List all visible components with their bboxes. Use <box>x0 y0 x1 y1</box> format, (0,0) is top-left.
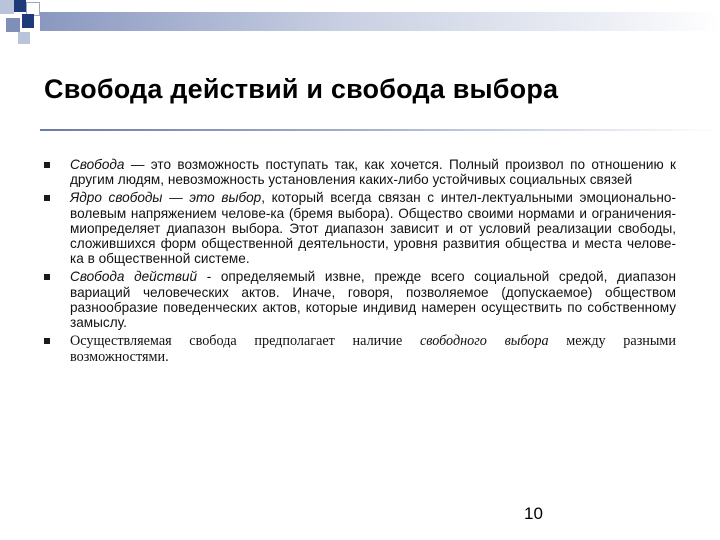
header-gradient-bar <box>40 12 720 31</box>
square-bullet-icon <box>44 338 50 344</box>
bullet-body-end: между разными возможностями. <box>70 333 676 366</box>
term-emphasis: свободного выбора <box>419 333 549 350</box>
decor-square <box>22 14 34 28</box>
bullet-text <box>70 333 676 365</box>
bullet-body-start: Осуществляемая свобода предполагает наличие <box>70 333 420 350</box>
square-bullet-icon <box>44 195 50 201</box>
decor-square <box>18 32 30 44</box>
term-emphasis: Свобода действий <box>70 269 198 285</box>
list-item <box>40 269 676 330</box>
list-item <box>40 190 676 266</box>
bullet-list <box>40 157 676 368</box>
term-emphasis: Ядро свободы — это выбор <box>70 190 262 206</box>
page-number: 10 <box>524 504 543 523</box>
decor-square <box>6 18 20 32</box>
list-item <box>40 333 676 365</box>
bullet-body: , который всегда связан с интел-лектуальными эмоционально-волевым напряжением челове-ка (бремя выбора). Общество своими нормами и ограничения-миопределяет диапазон выбора. Этот диапазон зависит и от условий реализации свободы, сложившихся форм общественной деятельности, уровня развития общества и места челове-ка в общественной системе. <box>70 190 676 267</box>
slide-title: Свобода действий и свобода выбора <box>44 74 559 104</box>
title-underline <box>40 129 720 131</box>
bullet-body: - определяемый извне, прежде всего социальной средой, диапазон вариаций человеческих актов. Иначе, говоря, позволяемое (допускаемое) обществом разнообразие поведенческих актов, которые индивид намерен осуществить по собственному замыслу. <box>70 269 676 331</box>
term-emphasis: Свобода <box>70 157 125 172</box>
square-bullet-icon <box>44 274 50 280</box>
bullet-text <box>70 157 676 187</box>
square-bullet-icon <box>44 162 50 168</box>
bullet-text <box>70 269 676 330</box>
bullet-text <box>70 190 676 266</box>
bullet-body: — это возможность поступать так, как хочется. Полный произвол по отношению к другим людям, невозможность установления каких-либо устойчивых социальных связей <box>70 157 676 188</box>
decor-square <box>14 0 26 12</box>
decor-square <box>0 0 14 14</box>
list-item <box>40 157 676 187</box>
